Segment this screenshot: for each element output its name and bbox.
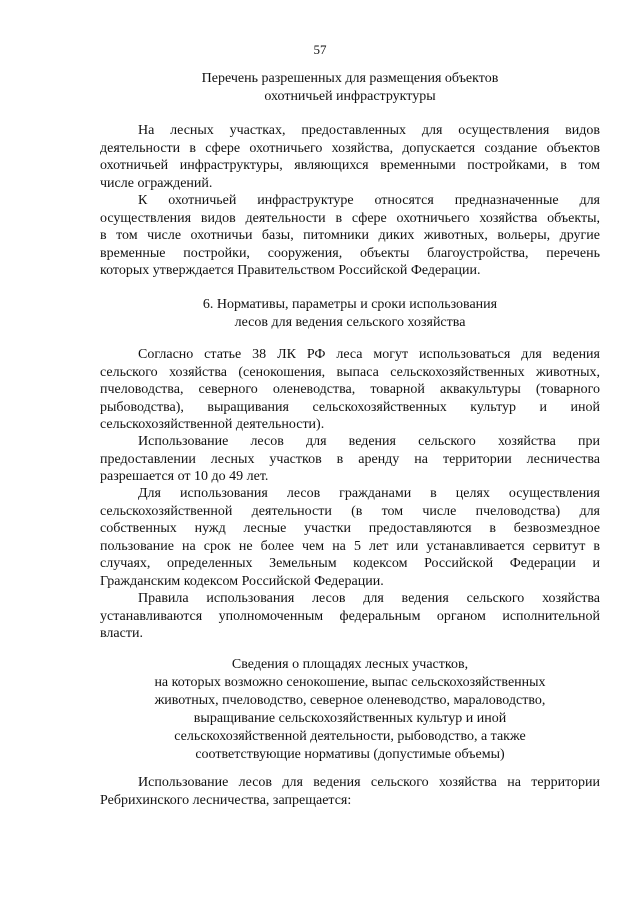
text-line: Ребрихинского лесничества, запрещается: — [100, 792, 352, 808]
text-line: сельского хозяйства (сенокошения, выпаса сельскохозяйственных животных, — [100, 364, 600, 380]
paragraph-usage-rules — [100, 590, 600, 643]
text-line: Согласно статье 38 ЛК РФ леса могут использоваться для ведения — [138, 347, 600, 362]
text-line: предоставлении лесных участков в аренду на территории лесничества — [100, 451, 600, 467]
text-line: пользование на срок не более чем на 5 лет или устанавливается сервитут в — [100, 538, 600, 554]
heading-line: на которых возможно сенокошение, выпас сельскохозяйственных — [154, 675, 546, 690]
heading-line: выращивание сельскохозяйственных культур и иной — [193, 711, 507, 726]
text-line: которых утверждается Правительством Российской Федерации. — [100, 263, 481, 278]
text-line: Использование лесов для ведения сельского хозяйства на территории — [138, 775, 600, 790]
paragraph-article-38 — [100, 346, 600, 434]
paragraph-lease-terms — [100, 433, 600, 486]
text-line: На лесных участках, предоставленных для осуществления видов — [138, 123, 600, 138]
paragraph-citizens-use — [100, 485, 600, 590]
text-line: осуществления видов деятельности в сфере охотничьего хозяйства объекты, — [100, 210, 600, 226]
heading-line: охотничьей инфраструктуры — [264, 89, 436, 104]
heading-hunting-infrastructure — [100, 70, 600, 106]
paragraph-hunting-infrastructure-objects — [100, 192, 600, 280]
text-line: деятельности в сфере охотничьего хозяйства, допускается создание объектов — [100, 140, 600, 156]
text-line: пчеловодства, северного оленеводства, товарной аквакультуры (товарного — [100, 382, 600, 397]
text-line: Правила использования лесов для ведения сельского хозяйства — [138, 591, 600, 606]
text-line: власти. — [100, 626, 143, 641]
page-number: 57 — [313, 42, 327, 57]
text-line: устанавливаются уполномоченным федеральным органом исполнительной — [100, 608, 600, 624]
heading-line: Сведения о площадях лесных участков, — [231, 657, 469, 672]
text-line: сельскохозяйственной деятельности (в том числе пчеловодства) для — [100, 503, 600, 519]
text-line: числе ограждений. — [100, 175, 213, 191]
text-line: Использование лесов для ведения сельского хозяйства при — [138, 434, 600, 449]
heading-line: 6. Нормативы, параметры и сроки использования — [202, 297, 498, 312]
text-line: временные постройки, сооружения, объекты благоустройства, перечень — [100, 245, 600, 261]
text-line: собственных нужд лесные участки предоставляются в безвозмездное — [100, 521, 600, 536]
text-line: в том числе охотничьи базы, питомники диких животных, вольеры, другие — [100, 228, 600, 243]
heading-line: животных, пчеловодство, северное оленеводство, мараловодство, — [154, 693, 546, 708]
heading-line: Перечень разрешенных для размещения объектов — [201, 71, 499, 86]
text-line: разрешается от 10 до 49 лет. — [100, 469, 269, 484]
text-line: рыбоводства), выращивания сельскохозяйственных культур и иной — [100, 399, 600, 415]
heading-line: сельскохозяйственной деятельности, рыбоводство, а также — [174, 729, 526, 744]
text-line: Для использования лесов гражданами в целях осуществления — [138, 486, 600, 501]
text-line: охотничьей инфраструктуры, являющихся временными постройками, в том — [100, 158, 600, 173]
paragraph-prohibition — [100, 774, 600, 809]
heading-line: соответствующие нормативы (допустимые объемы) — [195, 747, 505, 762]
heading-line: лесов для ведения сельского хозяйства — [234, 315, 466, 330]
text-line: случаях, определенных Земельным кодексом Российской Федерации и — [100, 556, 600, 571]
paragraph-hunting-plots — [100, 122, 600, 192]
heading-plot-areas — [100, 656, 600, 764]
text-line: Гражданским кодексом Российской Федерации. — [100, 573, 384, 589]
text-line: сельскохозяйственной деятельности). — [100, 417, 325, 432]
section-heading-agriculture — [100, 296, 600, 332]
text-line: К охотничьей инфраструктуре относятся предназначенные для — [138, 193, 600, 208]
